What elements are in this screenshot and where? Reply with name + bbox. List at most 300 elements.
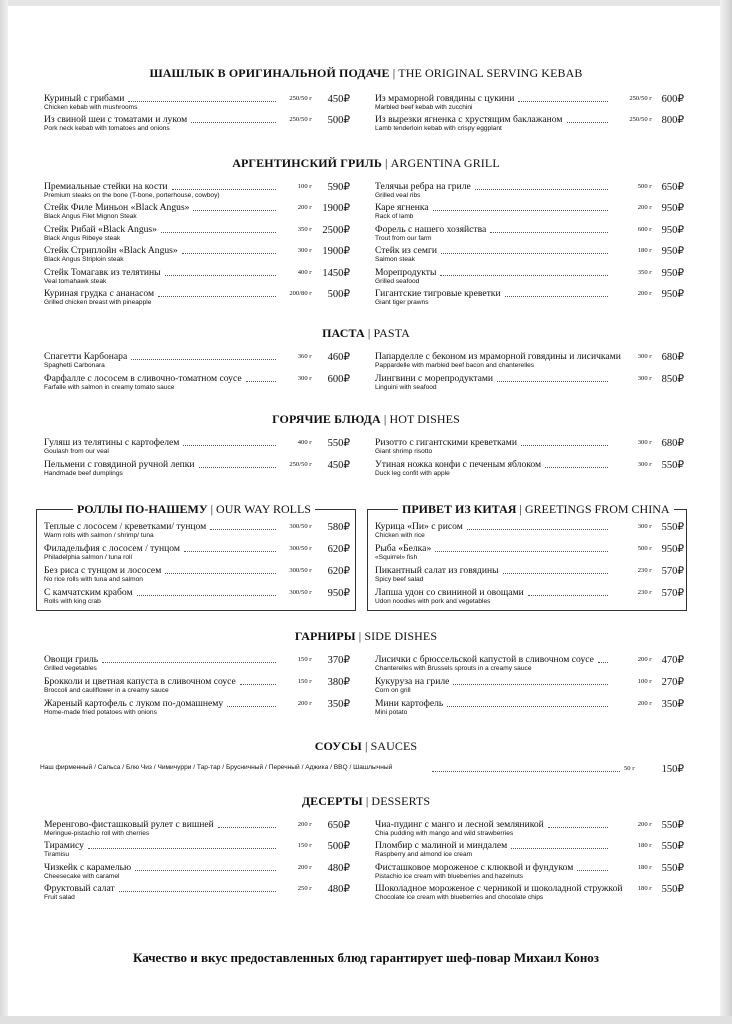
menu-item-description: Black Angus Filet Mignon Steak: [44, 213, 137, 221]
menu-item: [375, 565, 684, 587]
dot-leader: [453, 684, 608, 685]
menu-item-price: 380₽: [327, 677, 350, 688]
page-edge-left: [0, 0, 8, 1024]
sauces-list: Наш фирменный / Сальса / Блю Чиз / Чимичурри / Тар-тар / Брусничный / Перечный / Аджика / BBQ / Шашлычный: [40, 764, 393, 771]
menu-item-price: 470₽: [661, 655, 684, 666]
menu-item: [44, 93, 350, 115]
menu-item-description: Grilled seafood: [375, 277, 420, 285]
menu-item-price: 850₽: [661, 374, 684, 385]
menu-item-price: 270₽: [661, 677, 684, 688]
menu-item-price: 950₽: [661, 203, 684, 215]
dot-leader: [193, 210, 276, 211]
menu-item-name: Без риса с тунцом и лососем: [44, 565, 162, 576]
section-title-hot: [0, 412, 732, 427]
dot-leader: [210, 529, 276, 530]
menu-item-name: Из вырезки ягненка с хрустящим баклажаном: [375, 114, 563, 125]
menu-item: [375, 224, 684, 246]
menu-item-weight: 200 г: [637, 290, 652, 297]
menu-item-weight: 200 г: [297, 821, 312, 828]
page-edge-bottom: [0, 1016, 732, 1024]
menu-item-price: 480₽: [327, 884, 350, 896]
menu-item-weight: 300 г: [297, 247, 312, 255]
menu-item-name: Лапша удон со свининой и овощами: [375, 587, 524, 598]
menu-item-name: Фруктовый салат: [44, 883, 115, 895]
dot-leader: [433, 210, 608, 211]
dot-leader: [172, 189, 276, 190]
section-title-ru: ГОРЯЧИЕ БЛЮДА: [272, 412, 381, 426]
title-separator: |: [361, 739, 371, 753]
menu-item-description: Chicken kebab with mushrooms: [44, 104, 138, 111]
menu-item-description: Pappardelle with marbled beef bacon and chanterelles: [375, 362, 535, 369]
menu-item-name: Ризотто с гигантскими креветками: [375, 437, 517, 448]
menu-item-price: 570₽: [661, 566, 684, 577]
menu-item-price: 550₽: [661, 862, 684, 874]
menu-item-weight: 300 г: [637, 461, 652, 468]
menu-item-price: 600₽: [661, 94, 684, 105]
menu-item-weight: 300 г: [637, 375, 652, 382]
dot-leader: [511, 848, 608, 849]
menu-item-description: No rice rolls with tuna and salmon: [44, 576, 143, 583]
menu-item-name: Стейк из семги: [375, 245, 438, 257]
dot-leader: [490, 232, 608, 233]
menu-item-price: 950₽: [661, 246, 684, 258]
menu-item-weight: 200 г: [637, 821, 652, 828]
menu-item-price: 650₽: [661, 182, 684, 193]
menu-item-name: Чизкейк с карамелью: [44, 861, 132, 873]
menu-item-price: 950₽: [661, 289, 684, 300]
menu-item: [44, 202, 350, 224]
dot-leader: [521, 445, 608, 446]
dot-leader: [467, 529, 608, 530]
menu-item-weight: 150 г: [297, 678, 312, 685]
menu-item-price: 370₽: [327, 655, 350, 666]
box-title-china: [398, 502, 674, 517]
title-separator: |: [380, 412, 390, 426]
dot-leader: [545, 467, 608, 468]
dot-leader: [548, 827, 608, 828]
menu-item-name: Меренгово-фисташковый рулет с вишней: [44, 819, 214, 830]
menu-item-description: Meringue-pistachio roll with cherries: [44, 830, 150, 837]
menu-item: [44, 819, 350, 841]
menu-item-description: Giant tiger prawns: [375, 299, 429, 306]
menu-item-name: Стейк Филе Миньон «Black Angus»: [44, 202, 190, 214]
menu-item-name: Жареный картофель с луком по-домашнему: [44, 698, 224, 709]
section-title-ru: СОУСЫ: [314, 739, 362, 753]
menu-item: [375, 654, 684, 676]
dot-leader: [227, 706, 276, 707]
menu-item-name: Рыба «Белка»: [375, 543, 432, 554]
menu-item-description: Chia pudding with mango and wild strawberries: [375, 830, 514, 837]
section-title-ru: ДЕСЕРТЫ: [301, 794, 363, 808]
dot-leader: [158, 296, 276, 297]
section-title-en: SIDE DISHES: [364, 629, 438, 643]
menu-item-description: Fruit salad: [44, 894, 75, 902]
menu-item: [44, 437, 350, 459]
menu-item: [375, 114, 684, 136]
menu-item-name: Фарфалле с лососем в сливочно-томатном соусе: [44, 373, 242, 384]
menu-item-price: 620₽: [327, 544, 350, 555]
section-title-kebab: [0, 66, 732, 81]
menu-item-price: 590₽: [327, 182, 350, 193]
menu-item-price: 600₽: [327, 374, 350, 385]
sauces-price: 150₽: [661, 764, 684, 775]
section-title-en: HOT DISHES: [389, 412, 460, 426]
menu-item-description: Duck leg confit with apple: [375, 470, 450, 477]
menu-item: [44, 840, 350, 862]
menu-item-description: Grilled chicken breast with pineapple: [44, 299, 152, 306]
menu-item-description: Premium steaks on the bone (T-bone, porterhouse, cowboy): [44, 192, 220, 199]
menu-item-price: 570₽: [661, 588, 684, 599]
menu-item-weight: 300 г: [637, 439, 652, 446]
menu-item-weight: 250/50 г: [629, 95, 652, 102]
dot-leader: [218, 827, 276, 828]
dot-leader: [131, 359, 276, 360]
menu-item: [44, 224, 350, 246]
menu-item-price: 500₽: [327, 289, 350, 300]
menu-item-price: 550₽: [661, 522, 684, 533]
menu-item: [44, 267, 350, 289]
menu-item-weight: 200 г: [637, 700, 652, 707]
menu-item-name: Премиальные стейки на кости: [44, 181, 168, 192]
menu-item: [375, 267, 684, 289]
dot-leader: [199, 467, 276, 468]
menu-item-price: 350₽: [661, 699, 684, 710]
section-title-en: OUR WAY ROLLS: [216, 502, 311, 516]
menu-item-name: Пельмени с говядиной ручной лепки: [44, 459, 195, 470]
menu-item: [375, 698, 684, 720]
menu-item-price: 550₽: [661, 884, 684, 896]
menu-item: [375, 543, 684, 565]
menu-item-weight: 200/80 г: [289, 290, 312, 297]
menu-item-name: Шоколадное мороженое с черникой и шоколадной стружкой: [375, 883, 623, 895]
menu-item-weight: 300/50 г: [289, 589, 312, 596]
section-title-ru: ШАШЛЫК В ОРИГИНАЛЬНОЙ ПОДАЧЕ: [149, 66, 390, 80]
section-title-ru: РОЛЛЫ ПО-НАШЕМУ: [77, 502, 208, 516]
menu-item-description: Spaghetti Carbonara: [44, 362, 105, 369]
menu-item-description: Farfalle with salmon in creamy tomato sauce: [44, 384, 175, 391]
section-title-ru: ПРИВЕТ ИЗ КИТАЯ: [402, 502, 517, 516]
menu-item-price: 550₽: [661, 841, 684, 853]
dot-leader: [503, 573, 608, 574]
menu-item-weight: 600 г: [637, 225, 652, 233]
menu-item-name: Филадельфия с лососем / тунцом: [44, 543, 180, 554]
menu-item-description: Chanterelles with Brussels sprouts in a creamy sauce: [375, 665, 532, 672]
menu-item: [375, 351, 684, 373]
section-title-desserts: [0, 794, 732, 809]
menu-item: [375, 373, 684, 395]
menu-item: [44, 543, 350, 565]
dot-leader: [432, 771, 620, 772]
menu-item-price: 460₽: [327, 352, 350, 363]
section-title-en: THE ORIGINAL SERVING KEBAB: [398, 66, 583, 80]
menu-item-weight: 230 г: [637, 567, 652, 574]
menu-item-name: Куриная грудка с ананасом: [44, 288, 155, 299]
menu-item-name: Папарделле с беконом из мраморной говядины и лисичками: [375, 351, 621, 362]
menu-item-description: Veal tomahawk steak: [44, 277, 107, 285]
menu-item-weight: 250/50 г: [629, 116, 652, 123]
dot-leader: [240, 684, 276, 685]
menu-item-description: Handmade beef dumplings: [44, 470, 123, 477]
dot-leader: [119, 891, 276, 892]
menu-item-weight: 300 г: [297, 375, 312, 382]
box-title-rolls: [73, 502, 315, 517]
menu-item-weight: 300/50 г: [289, 567, 312, 574]
dot-leader: [435, 551, 608, 552]
menu-item-name: Брокколи и цветная капуста в сливочном соусе: [44, 676, 236, 687]
dot-leader: [505, 296, 608, 297]
menu-item-price: 450₽: [327, 460, 350, 471]
section-title-ru: АРГЕНТИНСКИЙ ГРИЛЬ: [232, 156, 382, 170]
section-title-sauces: [0, 739, 732, 754]
menu-item: [44, 862, 350, 884]
menu-item-description: Home-made fried potatoes with onions: [44, 709, 157, 716]
dot-leader: [518, 101, 608, 102]
menu-item-description: Goulash from our veal: [44, 448, 109, 455]
chef-guarantee-footer: Качество и вкус предоставленных блюд гарантирует шеф-повар Михаил Коноз: [132, 950, 600, 965]
menu-item-name: Стейк Томагавк из телятины: [44, 266, 161, 278]
menu-item-name: Мини картофель: [375, 698, 444, 709]
menu-item-name: Курица «Пи» с рисом: [375, 521, 463, 532]
menu-item-weight: 300 г: [637, 523, 652, 530]
menu-item: [44, 114, 350, 136]
menu-item-weight: 250/50 г: [289, 95, 312, 102]
menu-item: [375, 288, 684, 310]
menu-item-price: 550₽: [327, 438, 350, 449]
dot-leader: [598, 662, 608, 663]
menu-item-weight: 200 г: [637, 204, 652, 212]
menu-item-name: Стейк Стриплойн «Black Angus»: [44, 245, 178, 257]
menu-item-name: Гуляш из телятины с картофелем: [44, 437, 180, 448]
dot-leader: [161, 232, 276, 233]
menu-item-description: «Squirrel» fish: [375, 554, 418, 561]
menu-item-description: Tiramisu: [44, 851, 70, 859]
menu-item: [44, 565, 350, 587]
dot-leader: [497, 381, 608, 382]
menu-item-description: Warm rolls with salmon / shrimp/ tuna: [44, 532, 154, 539]
section-title-pasta: [0, 326, 732, 341]
menu-item: [44, 883, 350, 905]
menu-item: [375, 819, 684, 841]
menu-item-name: Пломбир с малиной и миндалем: [375, 840, 508, 852]
menu-item: [44, 181, 350, 203]
title-separator: |: [364, 326, 374, 340]
menu-item-description: Corn on grill: [375, 687, 411, 694]
menu-item: [375, 437, 684, 459]
menu-item-name: Из мраморной говядины с цукини: [375, 93, 515, 104]
menu-item-price: 1450₽: [322, 267, 350, 279]
menu-item-name: Чиа-пудинг с манго и лесной земляникой: [375, 819, 544, 830]
menu-item-weight: 200 г: [297, 863, 312, 871]
dot-leader: [182, 253, 276, 254]
menu-item-description: Lamb tenderloin kebab with crispy eggplant: [375, 125, 502, 132]
dot-leader: [577, 870, 608, 871]
menu-item-weight: 350 г: [297, 225, 312, 233]
menu-item: [375, 862, 684, 884]
section-title-sides: [0, 629, 732, 644]
dot-leader: [135, 870, 276, 871]
menu-item-name: Лингвини с морепродуктами: [375, 373, 494, 384]
menu-item-description: Giant shrimp risotto: [375, 448, 433, 455]
dot-leader: [183, 445, 276, 446]
title-separator: |: [207, 502, 217, 516]
menu-item-weight: 180 г: [637, 885, 652, 893]
dot-leader: [88, 848, 276, 849]
menu-item-price: 950₽: [327, 588, 350, 599]
menu-item-weight: 500 г: [637, 183, 652, 190]
menu-item: [375, 587, 684, 609]
menu-item-price: 350₽: [327, 699, 350, 710]
menu-item-weight: 200 г: [297, 700, 312, 707]
menu-item: [44, 351, 350, 373]
menu-item: [44, 654, 350, 676]
menu-item-price: 1900₽: [322, 246, 350, 258]
menu-item-description: Broccoli and cauliflower in a creamy sauce: [44, 687, 169, 694]
menu-item-weight: 500 г: [637, 545, 652, 552]
menu-item: [375, 202, 684, 224]
menu-item-price: 2500₽: [322, 224, 350, 236]
menu-item-weight: 250/50 г: [289, 116, 312, 123]
menu-item-name: Пикантный салат из говядины: [375, 565, 499, 576]
menu-item-name: Кукуруза на гриле: [375, 676, 450, 687]
menu-item-description: Grilled veal ribs: [375, 192, 421, 199]
menu-item-description: Pistachio ice cream with blueberries and hazelnuts: [375, 872, 524, 880]
menu-item-name: Куриный с грибами: [44, 93, 125, 104]
menu-item-name: Овощи гриль: [44, 654, 99, 665]
menu-item-name: Морепродукты: [375, 266, 437, 278]
title-separator: |: [381, 156, 391, 170]
menu-item-weight: 200 г: [637, 656, 652, 663]
menu-item: [375, 181, 684, 203]
menu-item: [375, 676, 684, 698]
menu-item-weight: 360 г: [297, 353, 312, 360]
menu-item: [375, 245, 684, 267]
menu-item-price: 620₽: [327, 566, 350, 577]
menu-item-price: 500₽: [327, 841, 350, 853]
sauces-weight: 50 г: [624, 765, 635, 772]
menu-item-weight: 300/50 г: [289, 523, 312, 530]
menu-item-name: Утиная ножка конфи с печеным яблоком: [375, 459, 542, 470]
menu-item-name: Спагетти Карбонара: [44, 351, 128, 362]
menu-item-price: 1900₽: [322, 203, 350, 215]
menu-item-name: Теплые с лососем / креветками/ тунцом: [44, 521, 207, 532]
menu-item-description: Marbled beef kebab with zucchini: [375, 104, 473, 111]
dot-leader: [528, 595, 608, 596]
menu-item-name: Тирамису: [44, 840, 84, 852]
dot-leader: [246, 381, 276, 382]
menu-item-weight: 400 г: [297, 439, 312, 446]
menu-item-price: 550₽: [661, 820, 684, 831]
dot-leader: [447, 706, 608, 707]
menu-item: [44, 521, 350, 543]
menu-item-description: Udon noodles with pork and vegetables: [375, 598, 491, 605]
menu-item-description: Raspberry and almond ice cream: [375, 851, 473, 859]
title-separator: |: [355, 629, 365, 643]
title-separator: |: [389, 66, 399, 80]
page-edge-top: [0, 0, 732, 6]
menu-item-description: Philadelphia salmon / tuna roll: [44, 554, 132, 561]
dot-leader: [191, 122, 276, 123]
menu-item-name: Форель с нашего хозяйства: [375, 223, 487, 235]
menu-item-weight: 300 г: [637, 353, 652, 360]
menu-item: [44, 373, 350, 395]
menu-item-weight: 100 г: [637, 678, 652, 685]
dot-leader: [184, 551, 276, 552]
section-title-en: GREETINGS FROM CHINA: [524, 502, 670, 516]
dot-leader: [165, 573, 276, 574]
menu-item-price: 580₽: [327, 522, 350, 533]
menu-item-price: 950₽: [661, 544, 684, 555]
menu-item: [44, 698, 350, 720]
menu-item-weight: 250 г: [297, 885, 312, 893]
menu-item: [375, 521, 684, 543]
menu-item-price: 500₽: [327, 115, 350, 126]
menu-item-weight: 250/50 г: [289, 461, 312, 468]
menu-item-description: Black Angus Ribeye steak: [44, 234, 121, 242]
dot-leader: [567, 122, 609, 123]
menu-item: [44, 676, 350, 698]
menu-item: [44, 587, 350, 609]
menu-item-weight: 150 г: [297, 842, 312, 850]
menu-item-price: 550₽: [661, 460, 684, 471]
menu-item-price: 680₽: [661, 352, 684, 363]
section-title-en: DESSERTS: [371, 794, 431, 808]
dot-leader: [475, 189, 608, 190]
section-title-en: SAUCES: [370, 739, 418, 753]
menu-item-weight: 300/50 г: [289, 545, 312, 552]
menu-item-description: Chicken with rice: [375, 532, 425, 539]
menu-item-price: 950₽: [661, 267, 684, 279]
menu-item: [375, 883, 684, 905]
menu-item-weight: 400 г: [297, 268, 312, 276]
menu-item-description: Trout from our farm: [375, 234, 432, 242]
menu-item: [375, 459, 684, 481]
menu-item-price: 480₽: [327, 862, 350, 874]
menu-item-name: Каре ягненка: [375, 202, 429, 214]
menu-item-description: Black Angus Striploin steak: [44, 256, 124, 264]
menu-item-name: Гигантские тигровые креветки: [375, 288, 501, 299]
menu-item-weight: 150 г: [297, 656, 312, 663]
menu-item-weight: 230 г: [637, 589, 652, 596]
dot-leader: [440, 275, 608, 276]
menu-item-description: Rolls with king crab: [44, 598, 101, 605]
menu-item-price: 950₽: [661, 224, 684, 236]
menu-item-description: Mini potato: [375, 709, 408, 716]
menu-item-price: 800₽: [661, 115, 684, 126]
menu-item-name: Стейк Рибай «Black Angus»: [44, 223, 157, 235]
menu-item-description: Linguini with seafood: [375, 384, 437, 391]
menu-item-weight: 100 г: [297, 183, 312, 190]
menu-item-weight: 180 г: [637, 842, 652, 850]
title-separator: |: [516, 502, 525, 516]
section-title-en: ARGENTINA GRILL: [390, 156, 500, 170]
menu-item: [375, 93, 684, 115]
dot-leader: [128, 101, 276, 102]
menu-item: [44, 245, 350, 267]
menu-item: [44, 459, 350, 481]
menu-item-description: Salmon steak: [375, 256, 415, 264]
menu-item-weight: 350 г: [637, 268, 652, 276]
menu-item-description: Rack of lamb: [375, 213, 414, 221]
menu-item-description: Cheesecake with caramel: [44, 872, 120, 880]
section-title-en: PASTA: [373, 326, 410, 340]
menu-item: [375, 840, 684, 862]
section-title-ru: ГАРНИРЫ: [294, 629, 356, 643]
menu-item-name: Из свиной шеи с томатами и луком: [44, 114, 188, 125]
menu-item-name: Лисички с брюссельской капустой в сливочном соусе: [375, 654, 594, 665]
menu-item-weight: 180 г: [637, 247, 652, 255]
menu-item-weight: 180 г: [637, 863, 652, 871]
menu-item-description: Grilled vegetables: [44, 665, 97, 672]
